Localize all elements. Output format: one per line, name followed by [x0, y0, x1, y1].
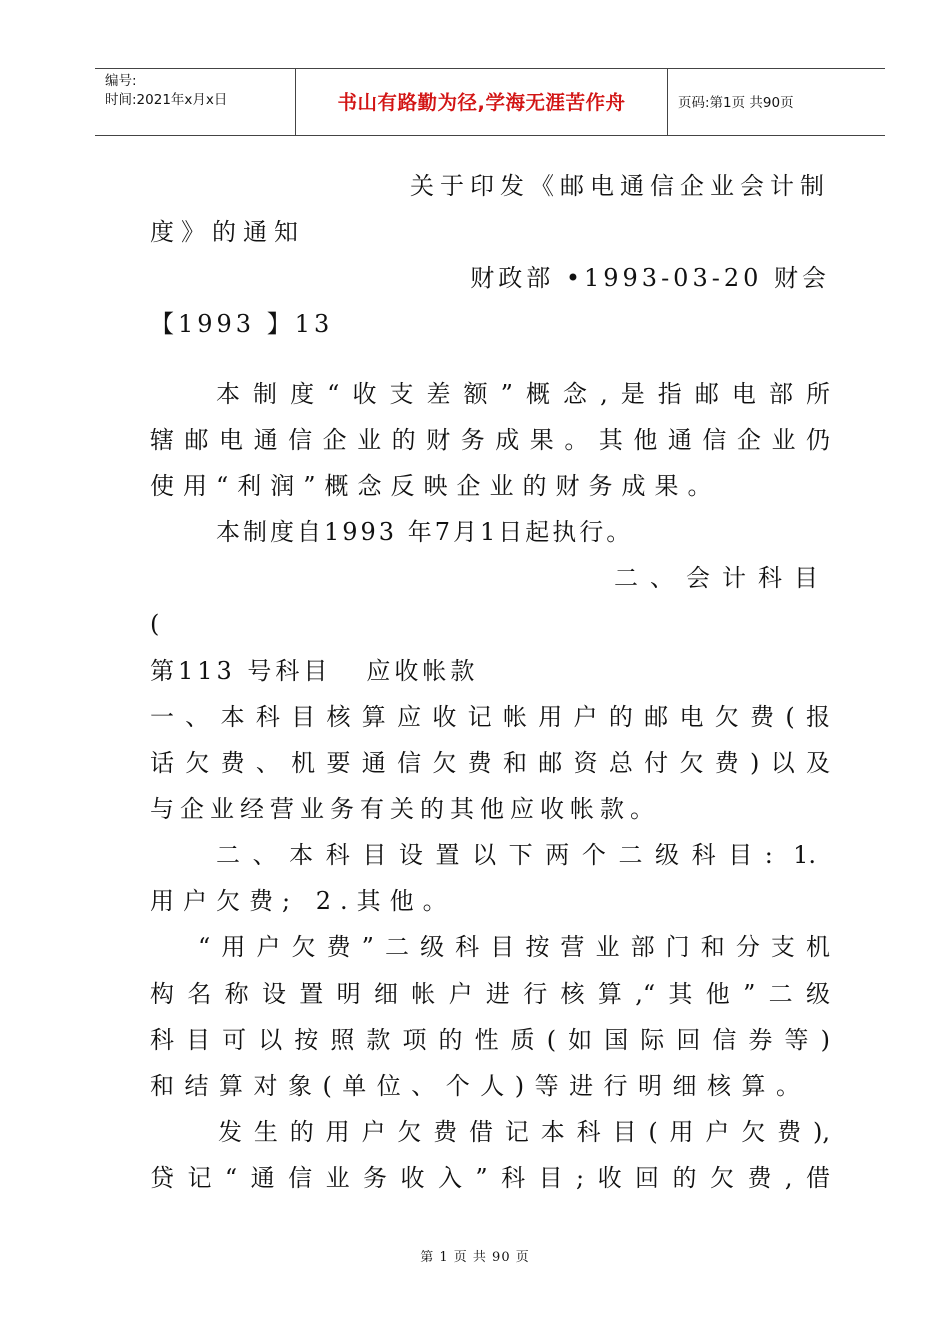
paragraph-4-line-2: 用户欠费; 2.其他。 — [150, 887, 456, 915]
page-footer: 第 1 页 共 90 页 — [420, 1250, 530, 1265]
header-meta — [95, 69, 296, 135]
title-line-2: 度》的通知 — [150, 218, 305, 246]
section-heading: 二、会计科目 — [614, 564, 830, 592]
source-line-2: 【1993 】13 — [150, 310, 334, 338]
paragraph-2-line-1: 本制度自1993 年7月1日起执行。 — [216, 518, 634, 546]
paragraph-5-line-3: 科目可以按照款项的性质(如国际回信券等) — [150, 1026, 830, 1054]
paragraph-3-line-2: 话欠费、机要通信欠费和邮资总付欠费)以及 — [150, 749, 830, 777]
paragraph-4-line-1: 二、本科目设置以下两个二级科目: 1. — [216, 841, 816, 869]
open-paren: ( — [150, 610, 167, 638]
paragraph-6-line-2: 贷记“通信业务收入”科目;收回的欠费,借 — [150, 1164, 830, 1192]
account-title: 第113 号科目 应收帐款 — [150, 657, 479, 685]
time-label: 时间:2021年x月x日 — [105, 92, 228, 108]
title-line-1: 关于印发《邮电通信企业会计制 — [410, 172, 830, 200]
paragraph-5-line-1: “用户欠费”二级科目按营业部门和分支机 — [198, 933, 830, 961]
paragraph-1-line-3: 使用“利润”概念反映企业的财务成果。 — [150, 472, 721, 500]
paragraph-1-line-2: 辖邮电通信企业的财务成果。其他通信企业仍 — [150, 426, 830, 454]
paragraph-5-line-2: 构名称设置明细帐户进行核算,“其他”二级 — [150, 980, 830, 1008]
number-label: 编号: — [105, 73, 137, 89]
document-header — [95, 68, 885, 136]
source-line-1: 财政部 •1993-03-20 财会 — [470, 264, 830, 292]
header-page-label: 页码:第1页 共90页 — [678, 95, 794, 111]
paragraph-6-line-1: 发生的用户欠费借记本科目(用户欠费), — [218, 1118, 830, 1146]
paragraph-5-line-4: 和结算对象(单位、个人)等进行明细核算。 — [150, 1072, 800, 1100]
paragraph-3-line-1: 一、本科目核算应收记帐用户的邮电欠费(报 — [150, 703, 830, 731]
paragraph-3-line-3: 与企业经营业务有关的其他应收帐款。 — [150, 795, 660, 823]
header-motto: 书山有路勤为径,学海无涯苦作舟 — [296, 69, 668, 135]
paragraph-1-line-1: 本制度“收支差额”概念,是指邮电部所 — [216, 380, 830, 408]
